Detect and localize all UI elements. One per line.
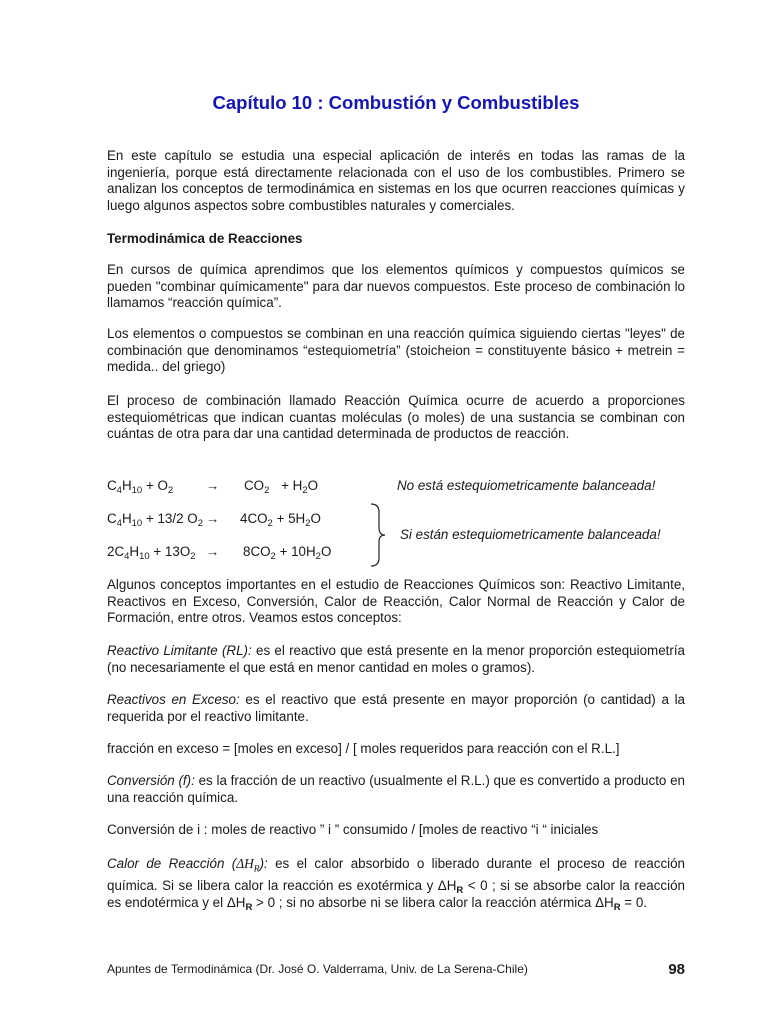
term-excess-reactant: Reactivos en Exceso: [107,692,240,707]
definition-excess-reactant: Reactivos en Exceso: es el reactivo que está presente en mayor proporción (o cantidad) a la requerida por el reactivo limitante. [107,692,685,724]
paragraph-reaction: En cursos de química aprendimos que los elementos químicos y compuestos químicos se pueden "combinar químicamente" para dar nuevos compuestos. Este proceso de combinación lo llamamos “reacción química”. [107,262,685,310]
definition-limiting-reactant: Reactivo Limitante (RL): es el reactivo que está presente en la menor proporción estequiometría (no necesariamente el que está en menor cantidad en moles o gramos). [107,643,685,675]
equation-1-products: $CO_2 + H_2O$ [244,478,319,496]
page-number: 98 [668,961,685,978]
footer-text: Apuntes de Termodinámica (Dr. José O. Valderrama, Univ. de La Serena-Chile) [107,962,528,976]
equation-3-products: $8CO_2 + 10H_2O$ [243,544,332,562]
chapter-title: Capítulo 10 : Combustión y Combustibles [212,92,580,113]
paragraph-concepts: Algunos conceptos importantes en el estudio de Reacciones Químicos son: Reactivo Limitante, Reactivos en Exceso, Conversión, Calor de Reacción, Calor Normal de Reacción y Calor de Formación, entre otros. Veamos estos conceptos: [107,577,685,625]
equation-2-products: $4CO_2 + 5H_2O$ [240,511,321,529]
definition-heat-of-reaction: Calor de Reacción $(\Delta H_R)$: es el calor absorbido o liberado durante el proceso de reacción química. Si se libera calor la reacción es exotérmica y $\Delta H_R < 0$ ; si se absorbe calor la reacción es endotérmica y el $\Delta H_R > 0$ ; si no absorbe ni se libera calor la reacción atérmica $\Delta H_R = 0$. [107,856,686,913]
note-unbalanced: No está estequiometricamente balanceada! [397,478,656,493]
equation-3-reactants: $2C_4H_{10} + 13O_2$ [107,544,196,562]
term-conversion: Conversión (f): [107,773,195,788]
curly-brace-icon [369,502,389,568]
definition-conversion: Conversión (f): es la fracción de un reactivo (usualmente el R.L.) que es convertido a producto en una reacción química. [107,773,686,805]
paragraph-stoichiometry: Los elementos o compuestos se combinan en una reacción química siguiendo ciertas "leyes" de combinación que denominamos “estequiometría” (stoicheion = constituyente básico + metrein = medida.. del griego) [107,326,685,374]
equation-1-arrow: → [206,478,220,493]
paragraph-process: El proceso de combinación llamado Reacción Química ocurre de acuerdo a proporciones estequiométricas que indican cuantas moléculas (o moles) de una sustancia se combinan con cuántas de otra para dar una cantidad determinada de productos de reacción. [107,393,685,441]
equation-2-arrow: → [206,511,220,526]
equation-3-arrow: → [206,544,220,559]
page-footer [107,962,685,976]
equation-2-reactants: $C_4H_{10} + 13/2$ $O_2$ [107,511,203,529]
equation-1-reactants: $C_4H_{10} + O_2$ [107,478,174,496]
note-balanced: Si están estequiometricamente balanceada! [400,527,661,542]
term-limiting-reactant: Reactivo Limitante (RL): [107,643,252,658]
intro-paragraph: En este capítulo se estudia una especial aplicación de interés en todas las ramas de la ingeniería, porque está directamente relacionada con el uso de los combustibles. Primero se analizan los conceptos de termodinámica en sistemas en los que ocurren reacciones químicas y luego algunos aspectos sobre combustibles naturales y comerciales. [107,148,685,213]
term-heat-of-reaction: Calor de Reacción $(\Delta H_R)$: [107,856,268,875]
formula-conversion: Conversión de i : moles de reactivo ” i ” consumido / [moles de reactivo “i “ iniciales [107,822,599,837]
formula-excess-fraction: fracción en exceso = [moles en exceso] / [ moles requeridos para reacción con el R.L.] [107,741,620,756]
section-heading: Termodinámica de Reacciones [107,231,303,246]
